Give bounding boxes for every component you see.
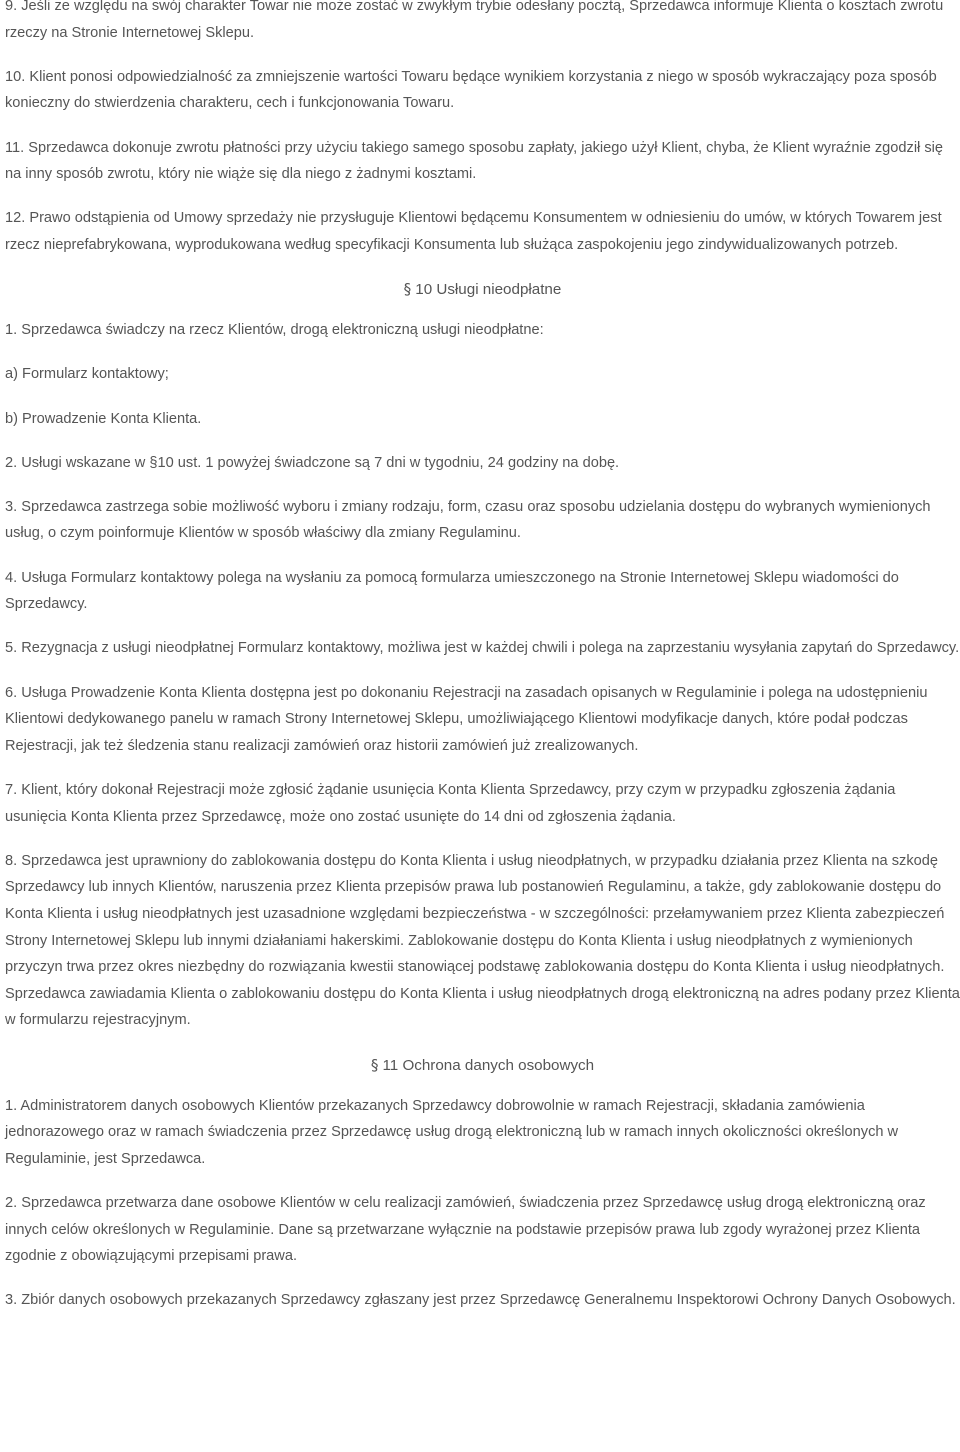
paragraph: 9. Jeśli ze względu na swój charakter Towar nie może zostać w zwykłym trybie odesłany pocztą, Sprzedawca informuje Klienta o kosztach zwrotu rzeczy na Stronie Internetowej Sklepu. (5, 0, 944, 41)
section-mark: § (403, 280, 412, 299)
section-continuation (5, 0, 960, 259)
paragraph: 3. Sprzedawca zastrzega sobie możliwość wyboru i zmiany rodzaju, form, czasu oraz sposobu udzielania dostępu do wybranych wymienionych usług, o czym poinformuje Klientów w sposób właściwy dla zmiany Regulaminu. (5, 498, 931, 542)
paragraph: 2. Sprzedawca przetwarza dane osobowe Klientów w celu realizacji zamówień, świadczenia przez Sprzedawcę usług drogą elektroniczną oraz innych celów określonych w Regulaminie. Dane są przetwarzane wyłącznie na podstawie przepisów prawa lub zgody wyrażonej przez Klienta zgodnie z obowiązującymi przepisami prawa. (5, 1194, 926, 1265)
paragraph: 8. Sprzedawca jest uprawniony do zablokowania dostępu do Konta Klienta i usług nieodpłatnych, w przypadku działania przez Klienta na szkodę Sprzedawcy lub innych Klientów, naruszenia przez Klienta przepisów prawa lub postanowień Regulaminu, a także, gdy zablokowanie dostępu do Konta Klienta i usług nieodpłatnych jest uzasadnione względami bezpieczeństwa - w szczególności: przełamywaniem przez Klienta zabezpieczeń Strony Internetowej Sklepu lub innymi działaniami hakerskimi. Zablokowanie dostępu do Konta Klienta i usług nieodpłatnych z wymienionych przyczyn trwa przez okres niezbędny do rozwiązania kwestii stanowiącej podstawę zablokowania dostępu do Konta Klienta i usług nieodpłatnych. Sprzedawca zawiadamia Klienta o zablokowaniu dostępu do Konta Klienta i usług nieodpłatnych drogą elektroniczną na adres podany przez Klienta w formularzu rejestracyjnym. (5, 852, 960, 1029)
section-mark: § (370, 1055, 379, 1074)
paragraph: 3. Zbiór danych osobowych przekazanych Sprzedawcy zgłaszany jest przez Sprzedawcę Generalnemu Inspektorowi Ochrony Danych Osobowych. (5, 1292, 956, 1309)
paragraph: 2. Usługi wskazane w §10 ust. 1 powyżej świadczone są 7 dni w tygodniu, 24 godziny na dobę. (5, 454, 620, 471)
paragraph: 12. Prawo odstąpienia od Umowy sprzedaży nie przysługuje Klientowi będącemu Konsumentem w odniesieniu do umów, w których Towarem jest rzecz nieprefabrykowana, wyprodukowana według specyfikacji Konsumenta lub służąca zaspokojeniu jego zindywidualizowanych potrzeb. (5, 210, 942, 253)
paragraph: b) Prowadzenie Konta Klienta. (5, 410, 202, 427)
paragraph: 4. Usługa Formularz kontaktowy polega na wysłaniu za pomocą formularza umieszczonego na Stronie Internetowej Sklepu wiadomości do Sprzedawcy. (5, 569, 899, 613)
paragraph: 6. Usługa Prowadzenie Konta Klienta dostępna jest po dokonaniu Rejestracji na zasadach opisanych w Regulaminie i polega na udostępnieniu Klientowi dedykowanego panelu w ramach Strony Internetowej Sklepu, umożliwiającego Klientowi modyfikacje danych, które podał podczas Rejestracji, jak też śledzenia stanu realizacji zamówień oraz historii zamówień już zrealizowanych. (5, 684, 928, 754)
paragraph: a) Formularz kontaktowy; (5, 366, 169, 383)
document-body (5, 0, 960, 1331)
section-personal-data (5, 1052, 960, 1314)
section-free-services (5, 276, 960, 1034)
paragraph: 11. Sprzedawca dokonuje zwrotu płatności przy użyciu takiego samego sposobu zapłaty, jakiego użył Klient, chyba, że Klient wyraźnie zgodził się na inny sposób zwrotu, który nie wiąże się dla niego z żadnymi kosztami. (5, 139, 944, 183)
paragraph: 1. Sprzedawca świadczy na rzecz Klientów, drogą elektroniczną usługi nieodpłatne: (5, 322, 544, 339)
section-heading (5, 276, 960, 303)
paragraph: 5. Rezygnacja z usługi nieodpłatnej Formularz kontaktowy, możliwa jest w każdej chwili i polega na zaprzestaniu wysyłania zapytań do Sprzedawcy. (5, 640, 960, 657)
section-heading (5, 1052, 960, 1079)
section-title: 11 Ochrona danych osobowych (382, 1056, 595, 1074)
paragraph: 1. Administratorem danych osobowych Klientów przekazanych Sprzedawcy dobrowolnie w ramach Rejestracji, składania zamówienia jednorazowego oraz w ramach świadczenia przez Sprzedawcę usług drogą elektroniczną lub w ramach innych okoliczności określonych w Regulaminie, jest Sprzedawca. (5, 1097, 899, 1167)
paragraph: 10. Klient ponosi odpowiedzialność za zmniejszenie wartości Towaru będące wynikiem korzystania z niego w sposób wykraczający poza sposób konieczny do stwierdzenia charakteru, cech i funkcjonowania Towaru. (5, 68, 937, 112)
section-title: 10 Usługi nieodpłatne (415, 281, 562, 299)
paragraph: 7. Klient, który dokonał Rejestracji może zgłosić żądanie usunięcia Konta Klienta Sprzedawcy, przy czym w przypadku zgłoszenia żądania usunięcia Konta Klienta przez Sprzedawcę, może ono zostać usunięte do 14 dni od zgłoszenia żądania. (5, 782, 896, 825)
